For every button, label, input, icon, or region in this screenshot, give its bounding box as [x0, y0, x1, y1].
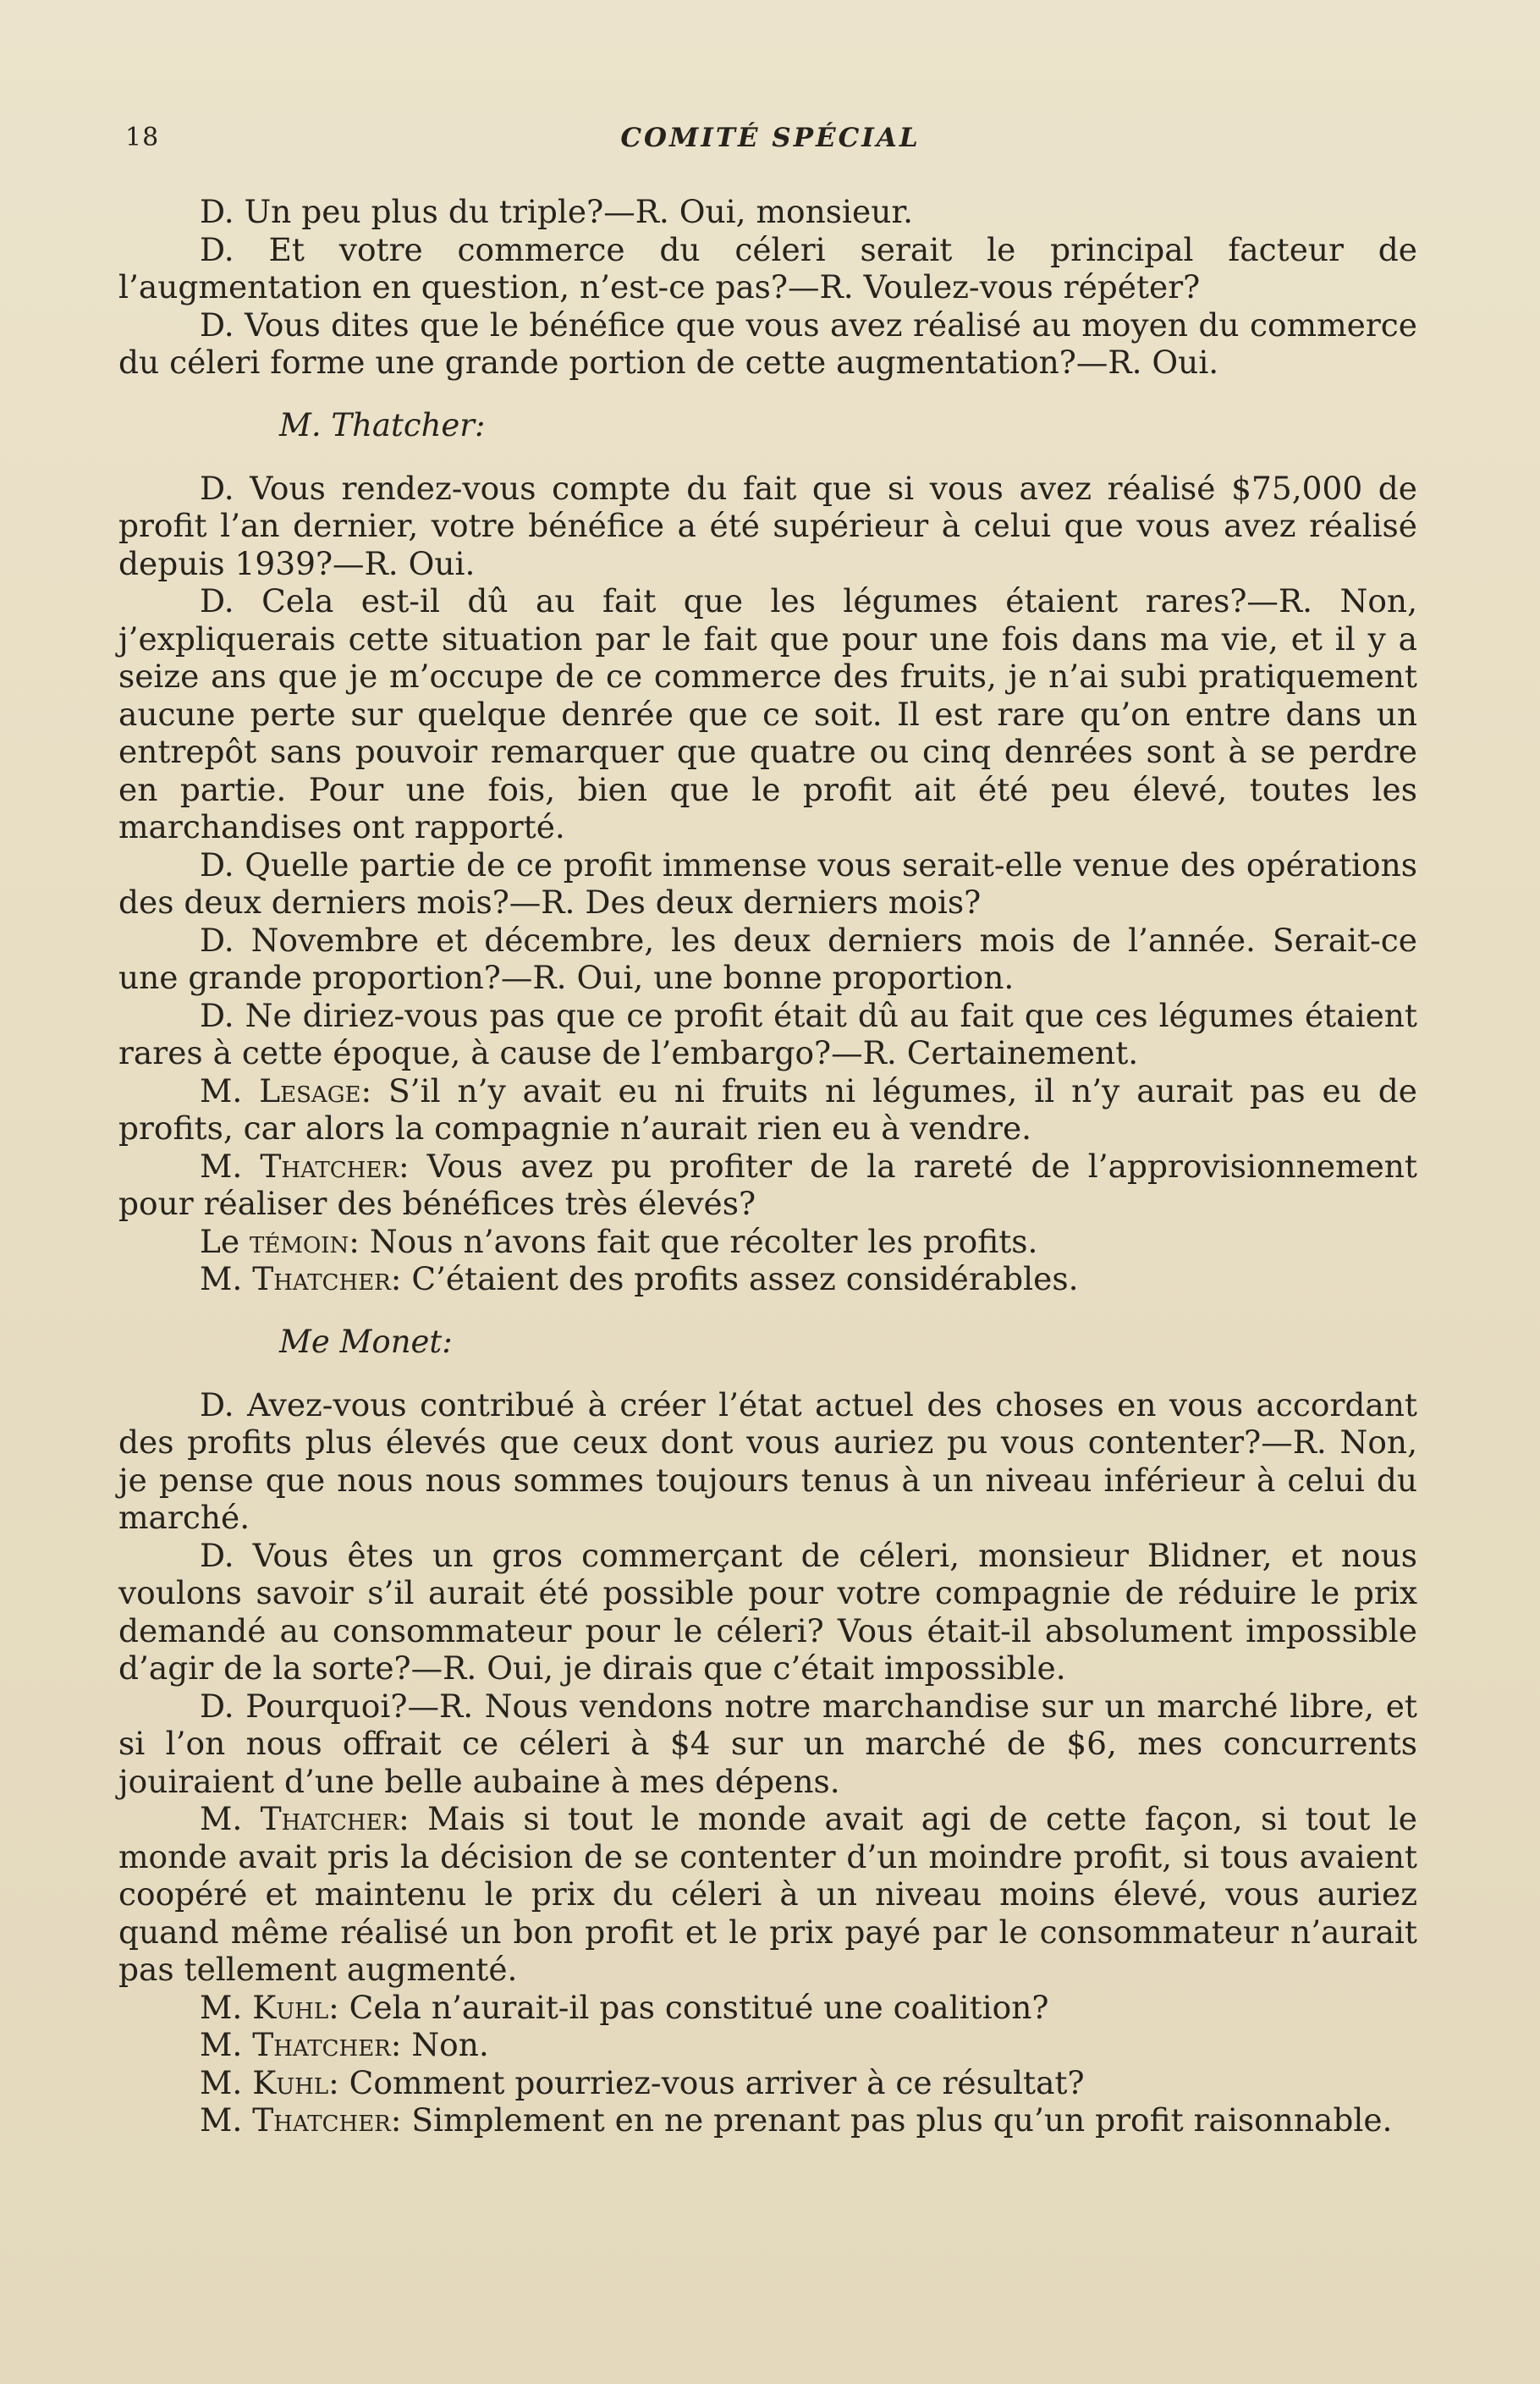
statement-text: : Vous avez pu profiter de la rareté de l’approvisionnement pour réaliser des bénéfices très élevés? [118, 1147, 1417, 1222]
statement-text: : S’il n’y avait eu ni fruits ni légumes, il n’y aurait pas eu de profits, car alors la compagnie n’aurait rien eu à vendre. [118, 1071, 1417, 1147]
question-answer-paragraph: D. Et votre commerce du céleri serait le principal facteur de l’augmentation en question, n’est-ce pas?—R. Voulez-vous répéter? [118, 230, 1417, 306]
question-answer-paragraph: D. Novembre et décembre, les deux derniers mois de l’année. Serait-ce une grande proportion?—R. Oui, une bonne proportion. [118, 921, 1417, 996]
speaker-statement [118, 1072, 1417, 1148]
speaker-name: Lesage [259, 1071, 361, 1109]
speaker-prefix: M. [200, 1988, 253, 2026]
speaker-statement [118, 1800, 1417, 1989]
statement-text: : Nous n’avons fait que récolter les profits. [349, 1222, 1038, 1260]
speaker-prefix: M. [200, 1260, 253, 1297]
speaker-name: témoin [250, 1222, 349, 1260]
speaker-heading: Me Monet: [279, 1323, 453, 1360]
speaker-statement [118, 2026, 1417, 2064]
speaker-prefix: M. [200, 2063, 253, 2101]
question-answer-paragraph: D. Quelle partie de ce profit immense vous serait-elle venue des opérations des deux derniers mois?—R. Des deux derniers mois? [118, 845, 1417, 921]
speaker-prefix: M. [200, 1071, 260, 1109]
speaker-name: Kuhl [252, 1988, 329, 2026]
speaker-statement [118, 2101, 1417, 2139]
question-answer-paragraph: D. Un peu plus du triple?—R. Oui, monsieur. [200, 193, 914, 230]
speaker-name: Thatcher [252, 2026, 391, 2063]
speaker-name: Thatcher [252, 1260, 391, 1297]
page-header [125, 123, 1416, 165]
speaker-statement [118, 1223, 1417, 1261]
statement-text: : Simplement en ne prenant pas plus qu’un profit raisonnable. [390, 2101, 1393, 2139]
question-answer-paragraph: D. Avez-vous contribué à créer l’état actuel des choses en vous accordant des profits plus élevés que ceux dont vous auriez pu vous contenter?—R. Non, je pense que nous nous sommes toujours tenus à un niveau inférieur à celui du marché. [118, 1385, 1417, 1536]
speaker-prefix: Le [200, 1222, 250, 1260]
speaker-statement [118, 2064, 1417, 2102]
speaker-statement [118, 1989, 1417, 2027]
question-answer-paragraph: D. Vous êtes un gros commerçant de céleri, monsieur Blidner, et nous voulons savoir s’il aurait été possible pour votre compagnie de réduire le prix demandé au consommateur pour le céleri? Vous était-il absolument impossible d’agir de la sorte?—R. Oui, je dirais que c’était impossible. [118, 1536, 1417, 1687]
speaker-prefix: M. [200, 2101, 253, 2139]
speaker-prefix: M. [200, 2026, 253, 2063]
transcript-body [118, 193, 1417, 2139]
speaker-statement [118, 1260, 1417, 1298]
speaker-prefix: M. [200, 1800, 261, 1837]
running-title: COMITÉ SPÉCIAL [620, 123, 921, 153]
statement-text: : Comment pourriez-vous arriver à ce résultat? [328, 2063, 1085, 2101]
speaker-name: Kuhl [252, 2063, 329, 2101]
statement-text: : Mais si tout le monde avait agi de cette façon, si tout le monde avait pris la décision de se contenter d’un moindre profit, si tous avaient coopéré et maintenu le prix du céleri à un niveau moins élevé, vous auriez quand même réalisé un bon profit et le prix payé par le consommateur n’aurait pas tellement augmenté. [118, 1800, 1417, 1988]
question-answer-paragraph: D. Vous dites que le bénéfice que vous avez réalisé au moyen du commerce du céleri forme une grande portion de cette augmentation?—R. Oui. [118, 306, 1417, 381]
speaker-name: Thatcher [260, 1147, 399, 1185]
page-number: 18 [125, 123, 160, 152]
question-answer-paragraph: D. Ne diriez-vous pas que ce profit était dû au fait que ces légumes étaient rares à cette époque, à cause de l’embargo?—R. Certainement. [118, 996, 1417, 1071]
speaker-statement [118, 1148, 1417, 1223]
question-answer-paragraph: D. Pourquoi?—R. Nous vendons notre marchandise sur un marché libre, et si l’on nous offrait ce céleri à $4 sur un marché de $6, mes concurrents jouiraient d’une belle aubaine à mes dépens. [118, 1687, 1417, 1800]
speaker-name: Thatcher [260, 1800, 399, 1837]
statement-text: : Cela n’aurait-il pas constitué une coalition? [328, 1988, 1049, 2026]
question-answer-paragraph: D. Cela est-il dû au fait que les légumes étaient rares?—R. Non, j’expliquerais cette situation par le fait que pour une fois dans ma vie, et il y a seize ans que je m’occupe de ce commerce des fruits, je n’ai subi pratiquement aucune perte sur quelque denrée que ce soit. Il est rare qu’on entre dans un entrepôt sans pouvoir remarquer que quatre ou cinq denrées sont à se perdre en partie. Pour une fois, bien que le profit ait été peu élevé, toutes les marchandises ont rapporté. [118, 582, 1417, 845]
speaker-prefix: M. [200, 1147, 261, 1185]
question-answer-paragraph: D. Vous rendez-vous compte du fait que si vous avez réalisé $75,000 de profit l’an dernier, votre bénéfice a été supérieur à celui que vous avez réalisé depuis 1939?—R. Oui. [118, 469, 1417, 582]
speaker-name: Thatcher [252, 2101, 391, 2139]
speaker-heading: M. Thatcher: [279, 406, 486, 443]
statement-text: : Non. [390, 2026, 489, 2063]
statement-text: : C’étaient des profits assez considérables. [390, 1260, 1079, 1297]
